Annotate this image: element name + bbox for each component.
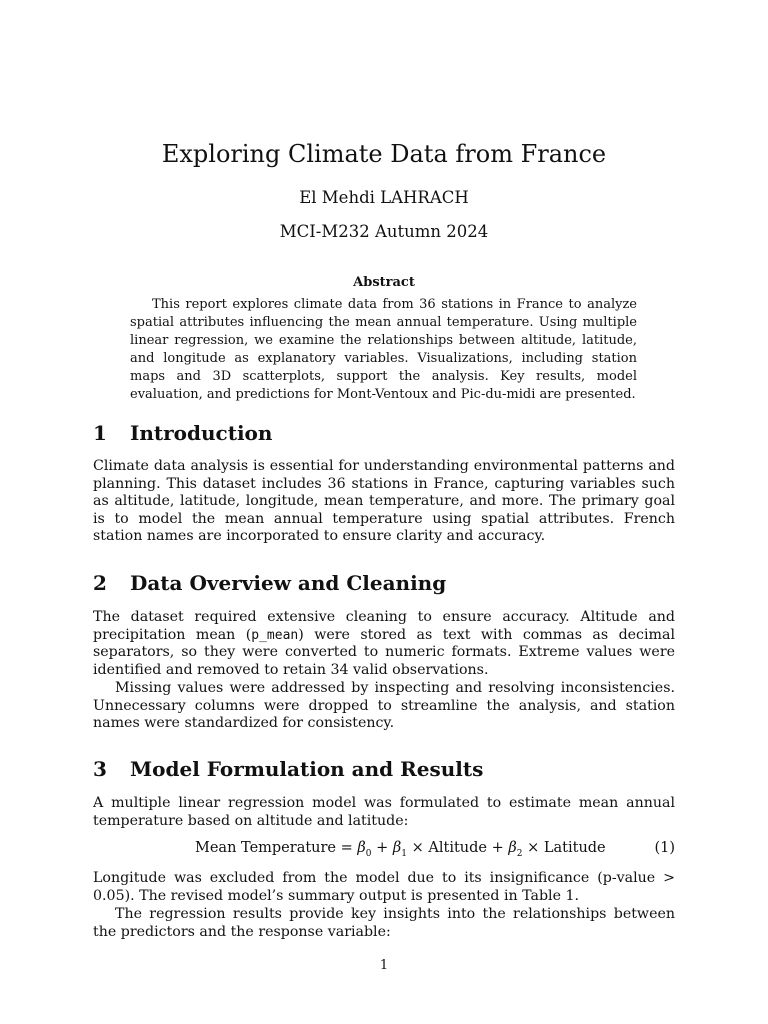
paragraph-text: ) were stored as text with commas as decimal separators, so they were converted to numeric formats. Extreme values were identified and removed to retain 34 valid observations. <box>93 626 675 678</box>
section-title: Data Overview and Cleaning <box>130 571 447 595</box>
abstract-text: This report explores climate data from 36 stations in France to analyze spatial attributes influencing the mean annual temperature. Using multiple linear regression, we examine the relationships between altitude, latitude, and longitude as explanatory variables. Visualizations, including station maps and 3D scatterplots, support the analysis. Key results, model evaluation, and predictions for Mont-Ventoux and Pic-du-midi are presented. <box>130 297 637 402</box>
equation-number: (1) <box>654 840 675 856</box>
model-paragraph-3: The regression results provide key insights into the relationships between the predictors and the response variable: <box>93 906 675 940</box>
section-number: 1 <box>93 421 107 445</box>
abstract-heading: Abstract <box>353 275 415 290</box>
regression-equation <box>93 840 675 862</box>
beta-0: β <box>357 840 366 856</box>
paper-title: Exploring Climate Data from France <box>161 140 607 168</box>
author-name: El Mehdi LAHRACH <box>299 188 469 207</box>
model-paragraph-1: A multiple linear regression model was formulated to estimate mean annual temperature based on altitude and latitude: <box>93 795 675 829</box>
beta-2-subscript: 2 <box>516 848 523 859</box>
data-cleaning-paragraph-2: Missing values were addressed by inspecting and resolving inconsistencies. Unnecessary columns were dropped to streamline the analysis, and station names were standardized for consistency. <box>93 680 675 732</box>
section-number: 2 <box>93 571 107 595</box>
beta-1: β <box>392 840 402 856</box>
introduction-paragraph: Climate data analysis is essential for understanding environmental patterns and planning. This dataset includes 36 stations in France, capturing variables such as altitude, latitude, longitude, mean temperature, and more. The primary goal is to model the mean annual temperature using spatial attributes. French station names are incorporated to ensure clarity and accuracy. <box>93 458 675 545</box>
equation-lhs: Mean Temperature <box>195 840 337 856</box>
model-paragraph-2: Longitude was excluded from the model due to its insignificance (p-value > 0.05). The revised model’s summary output is presented in Table 1. <box>93 870 675 904</box>
inline-code: p_mean <box>251 627 299 643</box>
beta-0-subscript: 0 <box>365 848 372 859</box>
equation-var-2: Latitude <box>543 840 606 856</box>
beta-1-subscript: 1 <box>401 848 408 859</box>
section-heading-data-overview <box>93 571 693 595</box>
paragraph-text: The dataset required extensive cleaning to ensure accuracy. Altitude and precipitation mean ( <box>93 609 675 643</box>
equation-var-1: Altitude <box>428 840 487 856</box>
section-title: Introduction <box>130 421 273 445</box>
section-number: 3 <box>93 757 107 781</box>
section-title: Model Formulation and Results <box>130 757 484 781</box>
course-affiliation: MCI-M232 Autumn 2024 <box>279 222 489 241</box>
equation-body: Mean Temperature = $\beta_0 + \beta_1$ × Altitude + $\beta_2$ × Latitude <box>195 840 606 859</box>
data-cleaning-paragraph-1 <box>93 609 675 679</box>
page-number: 1 <box>379 958 389 973</box>
section-heading-introduction <box>93 421 693 445</box>
section-heading-model <box>93 757 693 781</box>
beta-2: β <box>508 840 517 856</box>
